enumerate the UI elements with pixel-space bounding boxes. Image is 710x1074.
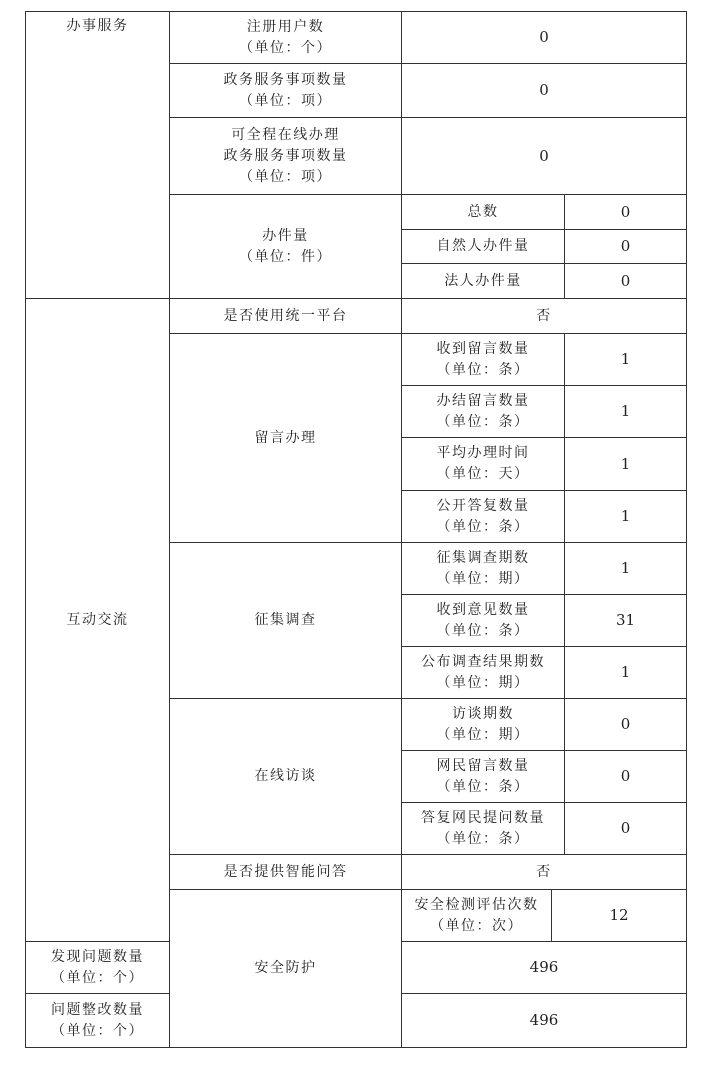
value-cases-legal: 0	[565, 264, 687, 299]
value-problems-found: 496	[402, 942, 687, 994]
row-label-unified-platform: 是否使用统一平台	[170, 299, 402, 334]
sub-label-survey-opinions: 收到意见数量 （单位：条）	[402, 595, 565, 647]
sub-label-messages-avg-time: 平均办理时间 （单位：天）	[402, 438, 565, 491]
row-label-registered-users: 注册用户数 （单位：个）	[170, 12, 402, 64]
value-cases-total: 0	[565, 195, 687, 230]
value-survey-opinions: 31	[565, 595, 687, 647]
sub-label-cases-total: 总数	[402, 195, 565, 230]
sub-label-interview-periods: 访谈期数 （单位：期）	[402, 699, 565, 751]
sub-label-survey-results: 公布调查结果期数 （单位：期）	[402, 647, 565, 699]
value-messages-closed: 1	[565, 386, 687, 438]
value-survey-results: 1	[565, 647, 687, 699]
value-interview-messages: 0	[565, 751, 687, 803]
table-row	[26, 12, 687, 64]
sub-label-survey-periods: 征集调查期数 （单位：期）	[402, 543, 565, 595]
sub-label-interview-messages: 网民留言数量 （单位：条）	[402, 751, 565, 803]
row-label-service-items: 政务服务事项数量 （单位：项）	[170, 64, 402, 118]
table-row	[26, 299, 687, 334]
value-interview-answers: 0	[565, 803, 687, 855]
row-label-problems-fixed: 问题整改数量 （单位：个）	[26, 994, 170, 1048]
section-label-interaction: 互动交流	[26, 299, 170, 942]
value-messages-public: 1	[565, 491, 687, 543]
row-label-interview: 在线访谈	[170, 699, 402, 855]
row-label-cases: 办件量 （单位：件）	[170, 195, 402, 299]
value-messages-received: 1	[565, 334, 687, 386]
value-smart-qa: 否	[402, 855, 687, 890]
section-label-security: 安全防护	[170, 890, 402, 1048]
value-cases-natural: 0	[565, 230, 687, 264]
row-label-smart-qa: 是否提供智能问答	[170, 855, 402, 890]
value-interview-periods: 0	[565, 699, 687, 751]
sub-label-messages-received: 收到留言数量 （单位：条）	[402, 334, 565, 386]
row-label-online-items: 可全程在线办理 政务服务事项数量 （单位：项）	[170, 118, 402, 195]
value-registered-users: 0	[402, 12, 687, 64]
sub-label-interview-answers: 答复网民提问数量 （单位：条）	[402, 803, 565, 855]
value-security-checks: 12	[552, 890, 687, 942]
sub-label-messages-closed: 办结留言数量 （单位：条）	[402, 386, 565, 438]
value-service-items: 0	[402, 64, 687, 118]
value-messages-avg-time: 1	[565, 438, 687, 491]
value-unified-platform: 否	[402, 299, 687, 334]
value-online-items: 0	[402, 118, 687, 195]
sub-label-cases-legal: 法人办件量	[402, 264, 565, 299]
value-survey-periods: 1	[565, 543, 687, 595]
row-label-problems-found: 发现问题数量 （单位：个）	[26, 942, 170, 994]
row-label-survey: 征集调查	[170, 543, 402, 699]
statistics-table	[25, 11, 687, 1048]
sub-label-messages-public: 公开答复数量 （单位：条）	[402, 491, 565, 543]
sub-label-cases-natural: 自然人办件量	[402, 230, 565, 264]
value-problems-fixed: 496	[402, 994, 687, 1048]
section-label-service: 办事服务	[26, 12, 170, 299]
row-label-security-checks: 安全检测评估次数 （单位：次）	[402, 890, 552, 942]
row-label-messages: 留言办理	[170, 334, 402, 543]
